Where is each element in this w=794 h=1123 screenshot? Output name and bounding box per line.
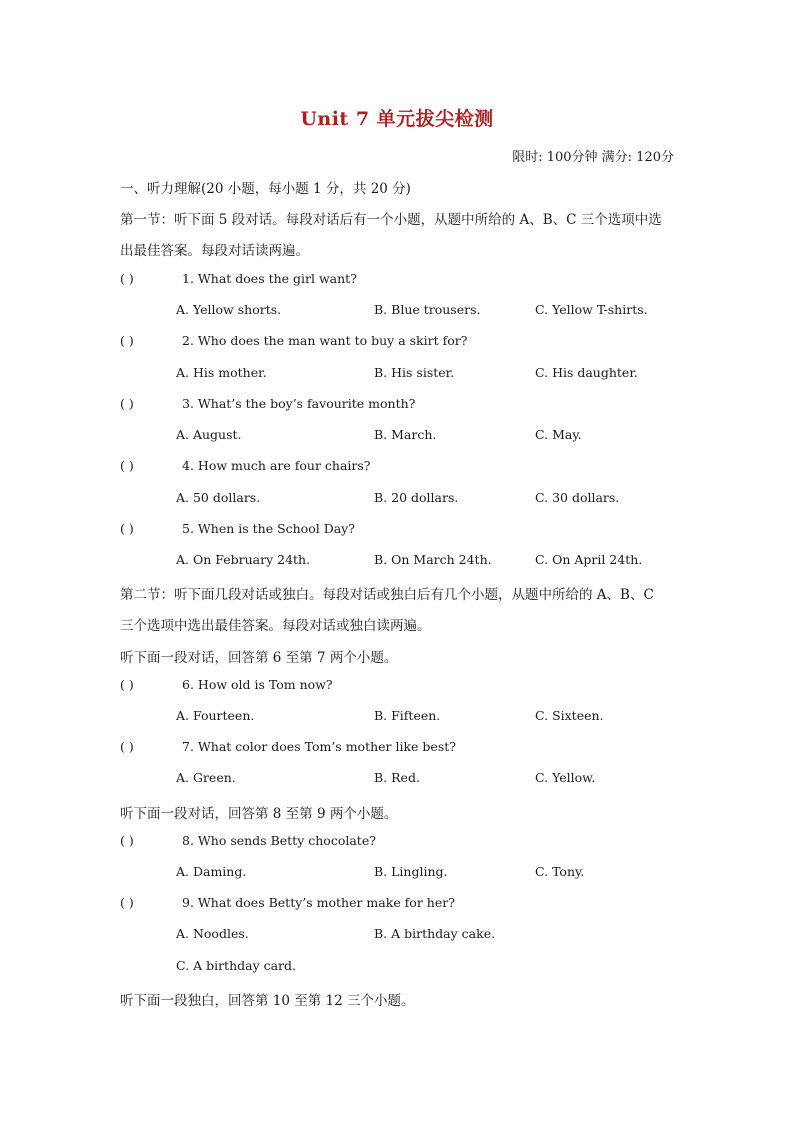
question-text: How much are four chairs? bbox=[197, 458, 371, 473]
question-text: Who does the man want to buy a skirt for? bbox=[197, 333, 468, 348]
option-c: C. Tony. bbox=[535, 864, 585, 879]
question-text: What color does Tom’s mother like best? bbox=[197, 739, 456, 754]
option-a: A. His mother. bbox=[176, 365, 267, 380]
question-text: When is the School Day? bbox=[197, 521, 355, 536]
question-7 bbox=[120, 739, 456, 754]
question-text: What does the girl want? bbox=[197, 271, 357, 286]
question-number: 7. bbox=[182, 739, 194, 754]
option-c: C. On April 24th. bbox=[535, 552, 643, 567]
question-number: 1. bbox=[182, 271, 194, 286]
question-number: 9. bbox=[182, 895, 194, 910]
answer-blank: ( ) bbox=[120, 895, 134, 910]
option-c: C. 30 dollars. bbox=[535, 490, 620, 505]
answer-blank: ( ) bbox=[120, 677, 134, 692]
option-b: B. Lingling. bbox=[374, 864, 448, 879]
option-b: B. Blue trousers. bbox=[374, 302, 481, 317]
option-a: A. On February 24th. bbox=[176, 552, 311, 567]
option-b: B. A birthday cake. bbox=[374, 926, 496, 941]
question-number: 6. bbox=[182, 677, 194, 692]
page-title: Unit 7 单元拔尖检测 bbox=[300, 108, 494, 130]
part1-intro-line1: 第一节：听下面 5 段对话。每段对话后有一个小题，从题中所给的 A、B、C 三个选项中选 bbox=[120, 212, 662, 228]
question-text: What does Betty’s mother make for her? bbox=[197, 895, 455, 910]
option-a: A. Daming. bbox=[176, 864, 247, 879]
answer-blank: ( ) bbox=[120, 333, 134, 348]
section-heading: 一、听力理解(20 小题，每小题 1 分，共 20 分) bbox=[120, 181, 411, 197]
question-number: 3. bbox=[182, 396, 194, 411]
answer-blank: ( ) bbox=[120, 521, 134, 536]
question-number: 2. bbox=[182, 333, 194, 348]
option-b: B. On March 24th. bbox=[374, 552, 492, 567]
part1-intro-line2: 出最佳答案。每段对话读两遍。 bbox=[120, 243, 309, 259]
option-c: C. Yellow T-shirts. bbox=[535, 302, 648, 317]
question-8 bbox=[120, 833, 376, 848]
part2-intro-line2: 三个选项中选出最佳答案。每段对话或独白读两遍。 bbox=[120, 618, 431, 634]
question-number: 8. bbox=[182, 833, 194, 848]
part2-intro-line1: 第二节：听下面几段对话或独白。每段对话或独白后有几个小题，从题中所给的 A、B、C bbox=[120, 587, 654, 603]
option-b: B. March. bbox=[374, 427, 437, 442]
question-text: What’s the boy’s favourite month? bbox=[197, 396, 416, 411]
monologue-10-12-intro: 听下面一段独白，回答第 10 至第 12 三个小题。 bbox=[120, 993, 415, 1009]
question-6 bbox=[120, 677, 333, 692]
question-text: How old is Tom now? bbox=[197, 677, 333, 692]
option-c: C. Yellow. bbox=[535, 770, 596, 785]
option-a: A. Fourteen. bbox=[176, 708, 255, 723]
question-5 bbox=[120, 521, 355, 536]
dialogue-8-9-intro: 听下面一段对话，回答第 8 至第 9 两个小题。 bbox=[120, 806, 398, 822]
answer-blank: ( ) bbox=[120, 458, 134, 473]
dialogue-6-7-intro: 听下面一段对话，回答第 6 至第 7 两个小题。 bbox=[120, 650, 398, 666]
option-c: C. His daughter. bbox=[535, 365, 638, 380]
option-a: A. 50 dollars. bbox=[176, 490, 261, 505]
answer-blank: ( ) bbox=[120, 833, 134, 848]
question-number: 5. bbox=[182, 521, 194, 536]
option-a: A. Yellow shorts. bbox=[176, 302, 282, 317]
question-4 bbox=[120, 458, 371, 473]
question-2 bbox=[120, 333, 467, 348]
question-1 bbox=[120, 271, 357, 286]
option-b: B. Red. bbox=[374, 770, 420, 785]
answer-blank: ( ) bbox=[120, 396, 134, 411]
question-text: Who sends Betty chocolate? bbox=[197, 833, 376, 848]
option-b: B. Fifteen. bbox=[374, 708, 441, 723]
option-c: C. May. bbox=[535, 427, 582, 442]
question-3 bbox=[120, 396, 415, 411]
option-c: C. Sixteen. bbox=[535, 708, 604, 723]
time-limit: 限时: 100分钟 满分: 120分 bbox=[512, 150, 674, 165]
option-a: A. Noodles. bbox=[176, 926, 249, 941]
option-b: B. His sister. bbox=[374, 365, 455, 380]
option-c: C. A birthday card. bbox=[176, 958, 297, 973]
option-a: A. Green. bbox=[176, 770, 236, 785]
answer-blank: ( ) bbox=[120, 739, 134, 754]
option-a: A. August. bbox=[176, 427, 242, 442]
question-9 bbox=[120, 895, 455, 910]
question-number: 4. bbox=[182, 458, 194, 473]
option-b: B. 20 dollars. bbox=[374, 490, 459, 505]
answer-blank: ( ) bbox=[120, 271, 134, 286]
